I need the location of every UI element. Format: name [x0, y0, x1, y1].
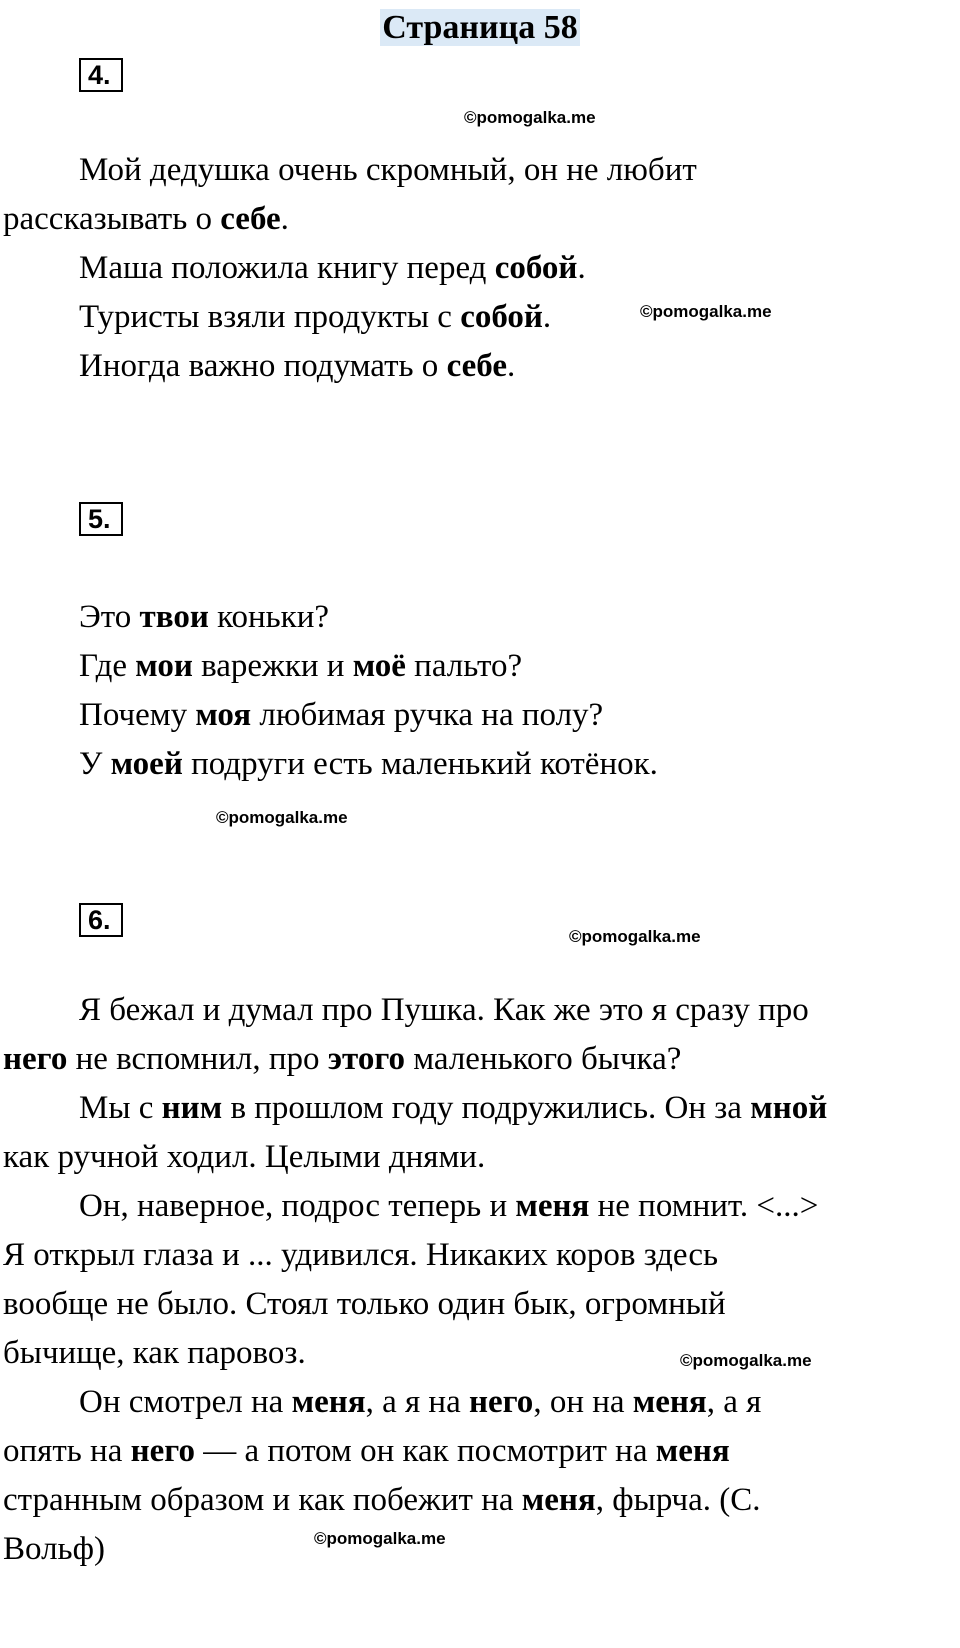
text-line: Я бежал и думал про Пушка. Как же это я сразу про: [79, 992, 809, 1028]
text-line: вообще не было. Стоял только один бык, огромный: [3, 1286, 726, 1322]
text-line: рассказывать о себе.: [3, 201, 289, 237]
text-line: Он, наверное, подрос теперь и меня не помнит. <...>: [79, 1188, 819, 1224]
text-line: Я открыл глаза и ... удивился. Никаких коров здесь: [3, 1237, 719, 1273]
text-line: У моей подруги есть маленький котёнок.: [79, 746, 658, 782]
text-line: Это твои коньки?: [79, 599, 330, 635]
watermark: ©pomogalka.me: [314, 1529, 446, 1548]
text-line: Он смотрел на меня, а я на него, он на меня, а я: [79, 1384, 762, 1420]
task-number-4: 4.: [79, 58, 123, 92]
text-line: Мой дедушка очень скромный, он не любит: [79, 152, 697, 188]
watermark: ©pomogalka.me: [464, 108, 596, 127]
watermark: ©pomogalka.me: [569, 927, 701, 946]
text-line: бычище, как паровоз.: [3, 1335, 306, 1371]
text-line: Маша положила книгу перед собой.: [79, 250, 586, 286]
task-number-6: 6.: [79, 903, 123, 937]
text-line: Почему моя любимая ручка на полу?: [79, 697, 604, 733]
text-line: Туристы взяли продукты с собой.: [79, 299, 552, 335]
page-title: Страница 58: [382, 9, 578, 46]
text-line: опять на него — а потом он как посмотрит на меня: [3, 1433, 730, 1469]
task-number-5: 5.: [79, 502, 123, 536]
text-line: Иногда важно подумать о себе.: [79, 348, 516, 384]
text-line: него не вспомнил, про этого маленького бычка?: [3, 1041, 682, 1077]
text-line: как ручной ходил. Целыми днями.: [3, 1139, 486, 1175]
watermark: ©pomogalka.me: [640, 302, 772, 321]
text-line: странным образом и как побежит на меня, фырча. (С.: [3, 1482, 761, 1518]
watermark: ©pomogalka.me: [680, 1351, 812, 1370]
text-line: Где мои варежки и моё пальто?: [79, 648, 523, 684]
text-line: Вольф): [3, 1531, 105, 1567]
watermark: ©pomogalka.me: [216, 808, 348, 827]
text-line: Мы с ним в прошлом году подружились. Он за мной: [79, 1090, 828, 1126]
